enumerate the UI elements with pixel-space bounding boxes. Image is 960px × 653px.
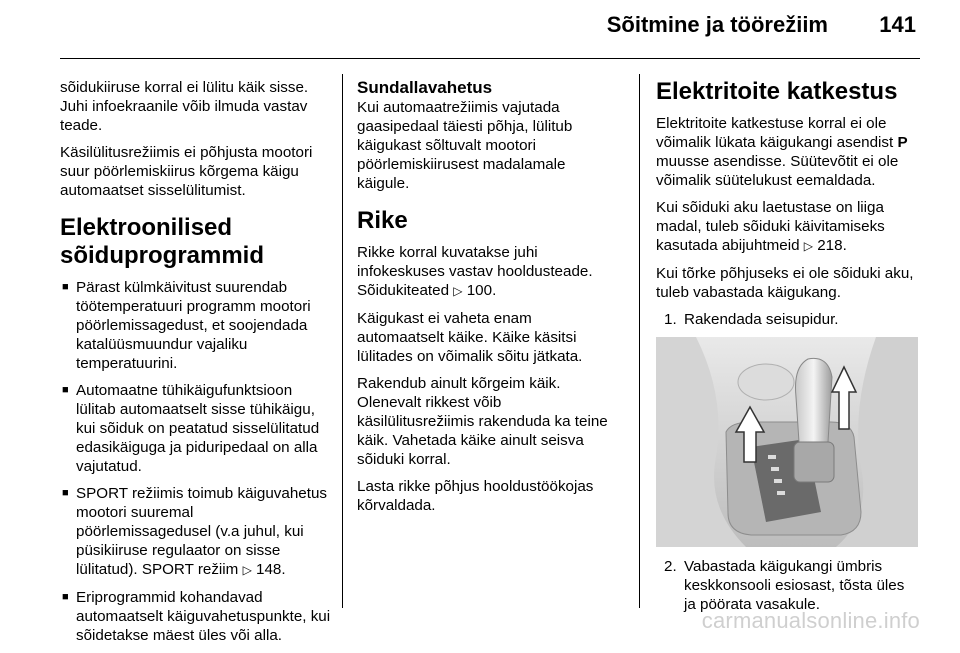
fault-paragraph-1: Rikke korral kuvatakse juhi infokeskuses vastav hooldusteade. Sõidukiteated ▷ 100. bbox=[357, 244, 593, 299]
column-right bbox=[656, 78, 920, 622]
power-paragraph-3: Kui tõrke põhjuseks ei ole sõiduki aku, tuleb vabastada käigukang. bbox=[656, 265, 914, 301]
gear-selector-photo bbox=[656, 337, 918, 547]
column-divider-1 bbox=[342, 74, 343, 608]
bullet-icon: ■ bbox=[62, 591, 69, 603]
column-divider-2 bbox=[639, 74, 640, 608]
power-paragraph-2: Kui sõiduki aku laetustase on liiga madal, tuleb sõiduki käivitamiseks kasutada abijuhtmeid ▷ 218. bbox=[656, 199, 885, 254]
watermark: carmanualsonline.info bbox=[701, 608, 920, 633]
intro-paragraph-1: sõidukiiruse korral ei lülitu käik sisse. Juhi infoekraanile võib ilmuda vastav teade. bbox=[60, 79, 309, 134]
kickdown-paragraph: Kui automaatrežiimis vajutada gaasipedaal täiesti põhja, lülitub käigukast sõltuvalt mootori pöörlemiskiirusest madalamale käigule. bbox=[357, 99, 573, 192]
fault-paragraph-3: Rakendub ainult kõrgeim käik. Olenevalt rikkest võib käsilülitusrežiimis rakenduda ka teine käik. Vahetada käike ainult seisva sõiduki korral. bbox=[357, 375, 608, 468]
reference-arrow-icon: ▷ bbox=[242, 563, 252, 577]
page-reference-link[interactable]: 100. bbox=[466, 282, 497, 299]
header-title: Sõitmine ja töörežiim bbox=[606, 12, 828, 37]
step-list bbox=[656, 310, 920, 329]
page-number: 141 bbox=[879, 12, 916, 37]
power-paragraph-1: Elektritoite katkestuse korral ei ole võimalik lükata käigukangi asendist P muusse asendisse. Süütevõtit ei ole võimalik süütelukust eemaldada. bbox=[656, 115, 908, 189]
reference-arrow-icon: ▷ bbox=[803, 239, 813, 253]
section-title-electronic-programs: Elektroonilised sõiduprogrammid bbox=[60, 214, 265, 269]
list-item: ■ Pärast külmkäivitust suurendab töötemperatuuri programm mootori pöörlemissagedust, et soojendada katalüüsmuundur vajaliku temperatuurini. bbox=[62, 279, 311, 372]
bullet-icon: ■ bbox=[62, 487, 69, 499]
header-rule bbox=[60, 58, 920, 59]
fault-paragraph-2: Käigukast ei vaheta enam automaatselt käike. Käike käsitsi lülitades on võimalik sõitu jätkata. bbox=[357, 310, 583, 365]
list-item: ■ Eriprogrammid kohandavad automaatselt käiguvahetuspunkte, kui sõidetakse mäest üles või alla. bbox=[62, 589, 331, 644]
step-item: 1. Rakendada seisupidur. bbox=[664, 311, 839, 328]
subsection-title-kickdown: Sundallavahetus bbox=[357, 78, 493, 97]
column-middle bbox=[357, 78, 617, 523]
reference-arrow-icon: ▷ bbox=[453, 284, 463, 298]
step-item: 2. Vabastada käigukangi ümbris keskkonsooli esiosast, tõsta üles ja pöörata vasakule. bbox=[664, 558, 905, 613]
bullet-list bbox=[60, 278, 332, 645]
section-title-fault: Rike bbox=[357, 207, 408, 234]
page-reference-link[interactable]: 148. bbox=[256, 561, 286, 578]
fault-paragraph-4: Lasta rikke põhjus hooldustöökojas kõrvaldada. bbox=[357, 478, 594, 514]
bullet-icon: ■ bbox=[62, 384, 69, 396]
bullet-icon: ■ bbox=[62, 281, 69, 293]
list-item: ■ Automaatne tühikäigufunktsioon lülitab automaatselt sisse tühikäigu, kui sõiduk on peatatud sisselülitatud edasikäiguga ja piduripedaal on alla vajutatud. bbox=[62, 382, 320, 475]
step-list bbox=[656, 557, 920, 614]
page-reference-link[interactable]: 218. bbox=[817, 237, 847, 254]
intro-paragraph-2: Käsilülitusrežiimis ei põhjusta mootori suur pöörlemiskiirus kõrgema käigu automaatset sisselülitumist. bbox=[60, 144, 313, 199]
list-item: ■ SPORT režiimis toimub käiguvahetus mootori suuremal pöörlemissagedusel (v.a juhul, kui püsikiiruse regulaator on sisse lülitatud). SPORT režiim ▷ 148. bbox=[62, 485, 327, 578]
section-title-power-interruption: Elektritoite katkestus bbox=[656, 78, 898, 105]
column-left bbox=[60, 78, 332, 653]
